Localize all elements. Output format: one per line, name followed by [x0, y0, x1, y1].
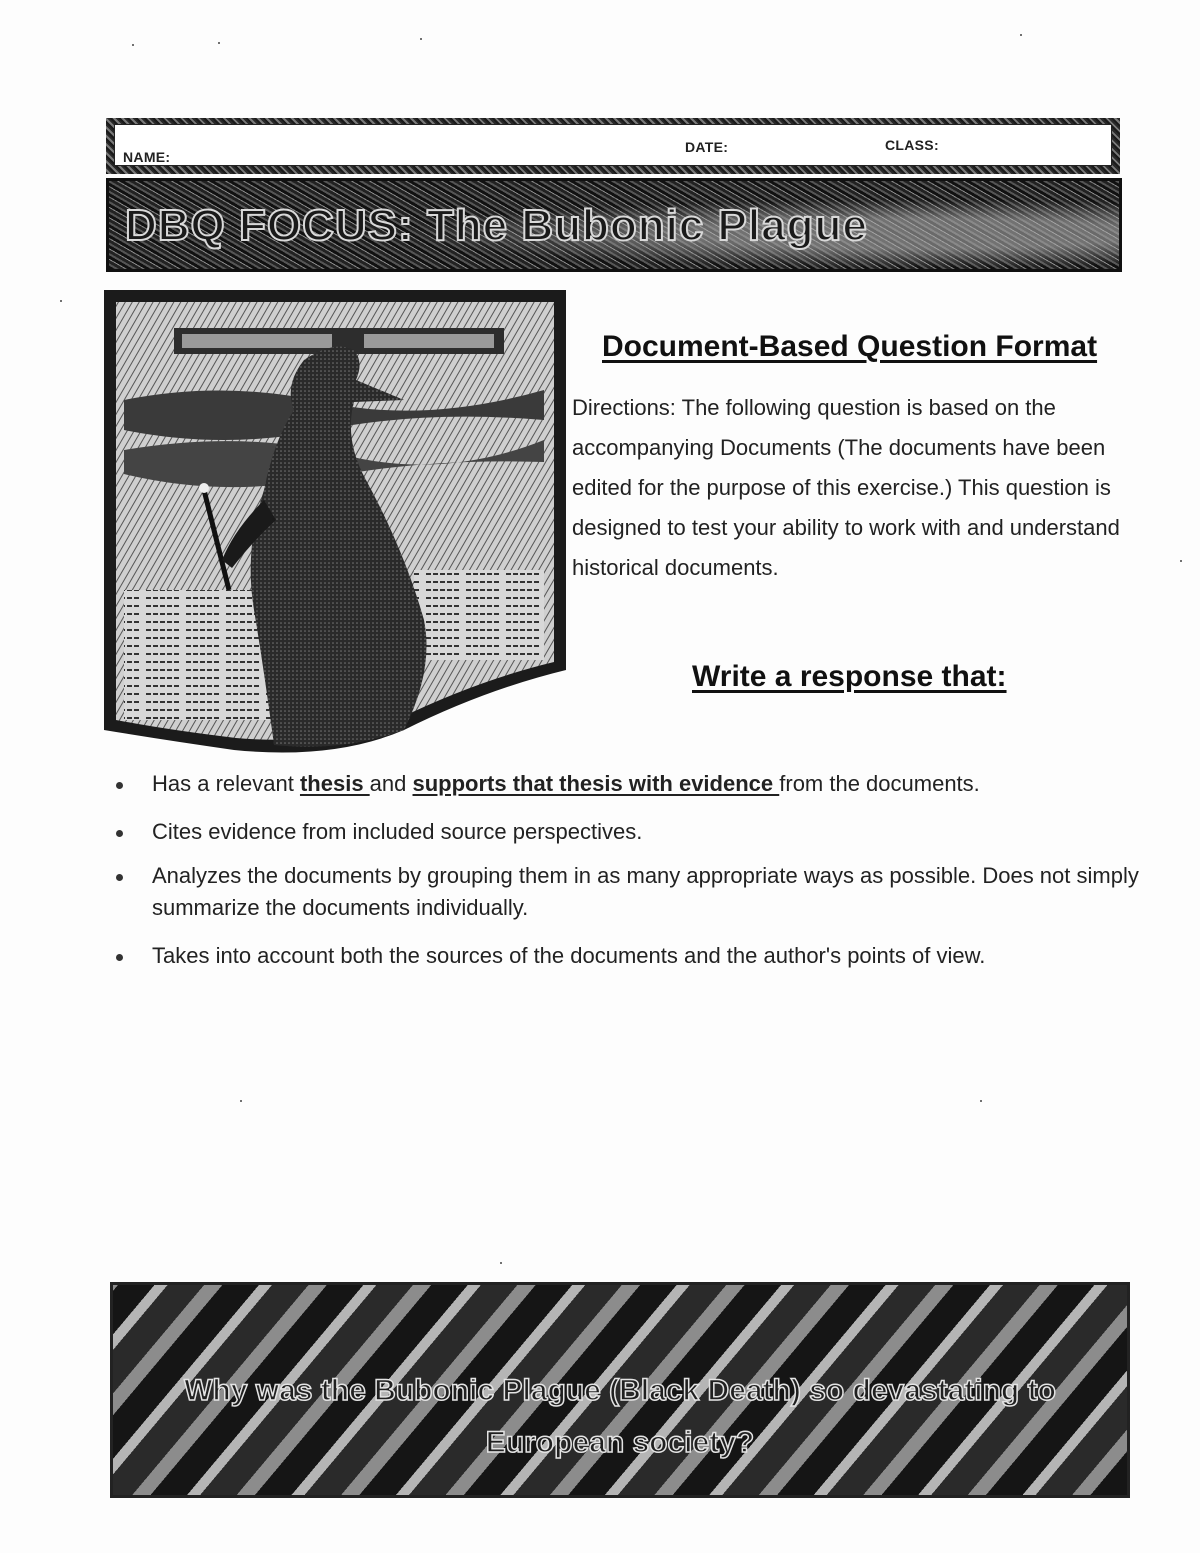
bullet-text: Has a relevant: [152, 771, 300, 796]
scan-speck: [420, 38, 422, 40]
essay-question: Why was the Bubonic Plague (Black Death) so devastating to European society?: [184, 1374, 1056, 1459]
bullet-text: Cites evidence from included source perspectives.: [152, 819, 643, 844]
bullet-text: and: [369, 771, 413, 796]
scan-speck: [132, 44, 134, 46]
bullet-text: Takes into account both the sources of the documents and the author's points of view.: [152, 943, 986, 968]
scan-speck: [980, 1100, 982, 1102]
header-fields: [114, 124, 1112, 166]
response-heading: Write a response that:: [692, 660, 1007, 693]
response-criteria-list: [112, 768, 1152, 988]
bullet-text: from the documents.: [779, 771, 980, 796]
plague-doctor-icon: [104, 290, 566, 760]
list-item: [112, 768, 1152, 800]
bullet-emphasis: supports that thesis with evidence: [412, 771, 780, 796]
scan-speck: [60, 300, 62, 302]
title-banner: [106, 178, 1122, 272]
scan-speck: [218, 42, 220, 44]
scan-speck: [500, 1262, 502, 1264]
list-item: [112, 860, 1152, 924]
list-item: [112, 816, 1152, 848]
date-field-label: DATE:: [685, 139, 729, 155]
name-field-label: NAME:: [123, 149, 171, 165]
scan-speck: [240, 1100, 242, 1102]
bullet-text: Analyzes the documents by grouping them in as many appropriate ways as possible. Does not simply summarize the documents individually.: [152, 863, 1139, 920]
bullet-emphasis: thesis: [299, 771, 370, 796]
directions-text: Directions: The following question is based on the accompanying Documents (The documents have been edited for the purpose of this exercise.) This question is designed to test your ability to work with and understand historical documents.: [572, 395, 1120, 580]
scan-speck: [1180, 560, 1182, 562]
header-bar: [106, 118, 1120, 174]
question-banner: [110, 1282, 1130, 1498]
class-field-label: CLASS:: [885, 137, 939, 153]
page-title: DBQ FOCUS: The Bubonic Plague: [125, 201, 868, 250]
list-item: [112, 940, 1152, 972]
scan-speck: [1020, 34, 1022, 36]
format-heading: Document-Based Question Format: [602, 330, 1098, 363]
